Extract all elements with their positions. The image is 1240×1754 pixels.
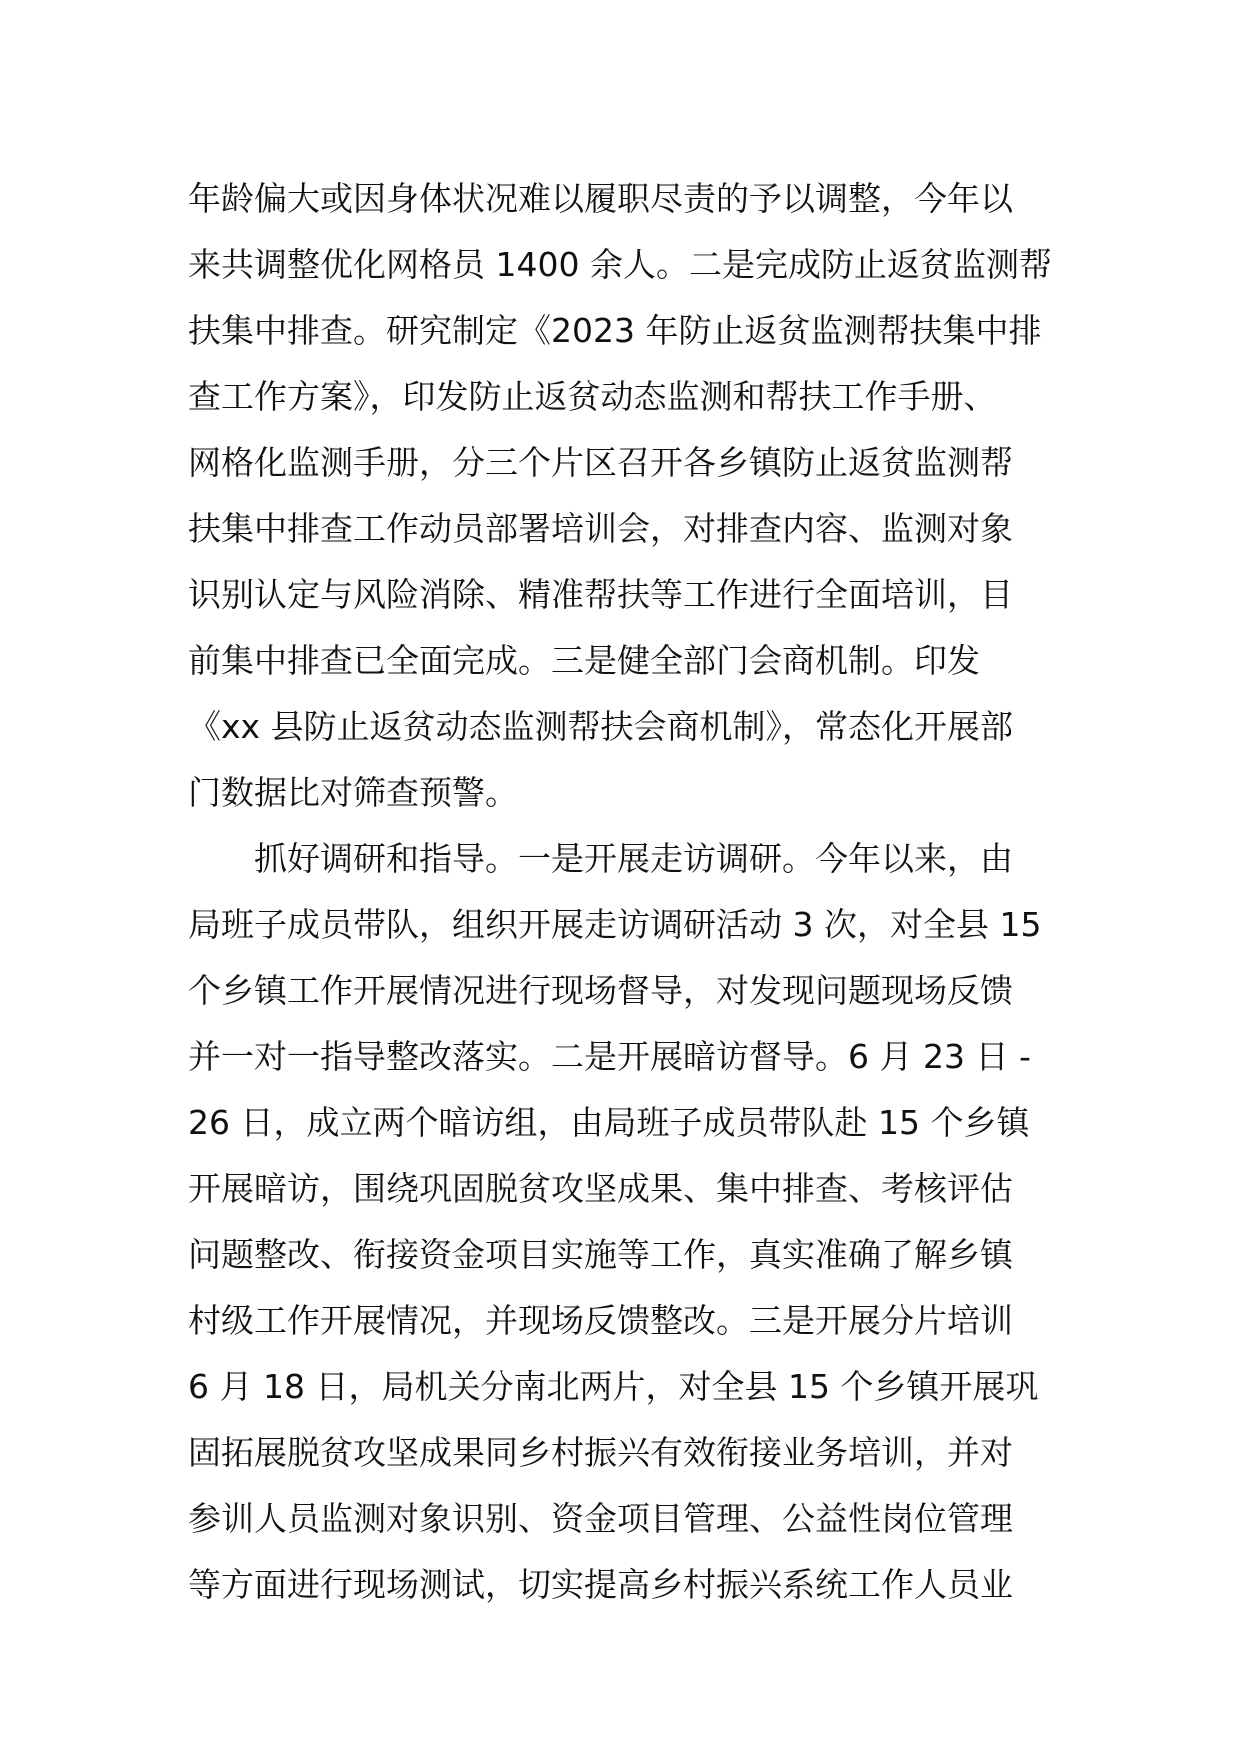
- text-line: 并一对一指导整改落实。二是开展暗访督导。6 月 23 日 -: [188, 1037, 1031, 1076]
- text-line: 来共调整优化网格员 1400 余人。二是完成防止返贫监测帮: [188, 245, 1052, 284]
- document-body: [188, 166, 1056, 1618]
- text-line: 查工作方案》，印发防止返贫动态监测和帮扶工作手册、: [188, 377, 997, 416]
- text-line: 年龄偏大或因身体状况难以履职尽责的予以调整，今年以: [188, 179, 1013, 218]
- text-line: 问题整改、衔接资金项目实施等工作，真实准确了解乡镇: [188, 1235, 1013, 1274]
- text-line: 前集中排查已全面完成。三是健全部门会商机制。印发: [188, 641, 980, 680]
- text-line: 村级工作开展情况，并现场反馈整改。三是开展分片培训: [188, 1301, 1013, 1340]
- text-line: 门数据比对筛查预警。: [188, 773, 518, 812]
- text-line: 网格化监测手册，分三个片区召开各乡镇防止返贫监测帮: [188, 443, 1013, 482]
- text-line: 参训人员监测对象识别、资金项目管理、公益性岗位管理: [188, 1499, 1013, 1538]
- text-line: 《xx 县防止返贫动态监测帮扶会商机制》，常态化开展部: [188, 707, 1014, 746]
- text-line: 开展暗访，围绕巩固脱贫攻坚成果、集中排查、考核评估: [188, 1169, 1013, 1208]
- text-line: 扶集中排查工作动员部署培训会，对排查内容、监测对象: [188, 509, 1013, 548]
- text-line: 6 月 18 日，局机关分南北两片，对全县 15 个乡镇开展巩: [188, 1367, 1039, 1406]
- text-line: 个乡镇工作开展情况进行现场督导，对发现问题现场反馈: [188, 971, 1013, 1010]
- text-line: 识别认定与风险消除、精准帮扶等工作进行全面培训，目: [188, 575, 1013, 614]
- text-line: 等方面进行现场测试，切实提高乡村振兴系统工作人员业: [188, 1565, 1013, 1604]
- text-line: 扶集中排查。研究制定《2023 年防止返贫监测帮扶集中排: [188, 311, 1042, 350]
- text-line: 局班子成员带队，组织开展走访调研活动 3 次，对全县 15: [188, 905, 1042, 944]
- text-line: 固拓展脱贫攻坚成果同乡村振兴有效衔接业务培训，并对: [188, 1433, 1013, 1472]
- text-line: 26 日，成立两个暗访组，由局班子成员带队赴 15 个乡镇: [188, 1103, 1030, 1142]
- paragraph-first-line: 抓好调研和指导。一是开展走访调研。今年以来，由: [254, 839, 1013, 878]
